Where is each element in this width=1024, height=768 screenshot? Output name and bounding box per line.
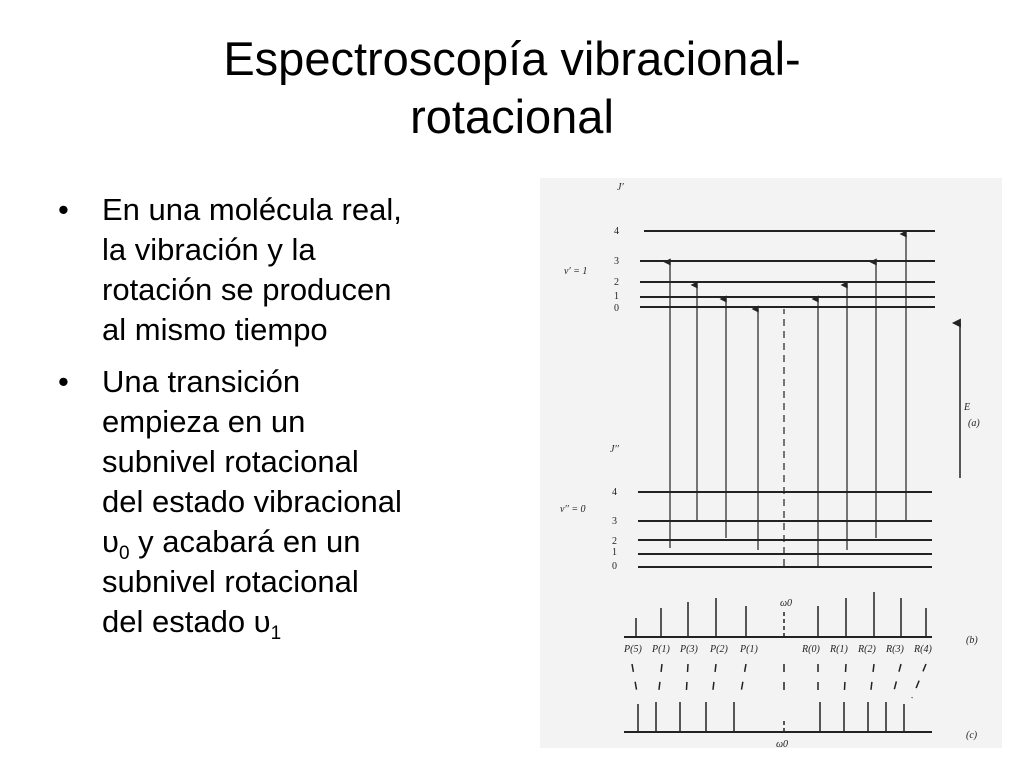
energy-level-figure <box>540 178 1002 748</box>
spectrum-label-r0: R(0) <box>802 644 820 655</box>
spectrum-label-r3: R(3) <box>886 644 904 655</box>
spectrum-connectors <box>632 664 926 698</box>
connector-p1 <box>740 664 746 698</box>
spectrum-label-r1: R(1) <box>830 644 848 655</box>
subscript-0: 0 <box>118 543 130 565</box>
upper-level-label-0: 0 <box>614 303 619 314</box>
lower-level-label-0: 0 <box>612 561 617 572</box>
bullet-list <box>58 190 498 654</box>
upper-level-label-4: 4 <box>614 226 619 237</box>
bullet-1-line-2: la vibración y la <box>102 232 316 267</box>
panel-label-b: (b) <box>966 635 978 646</box>
spectrum-c-lines <box>638 702 904 732</box>
panel-label-a: (a) <box>968 418 980 429</box>
spectrum-label-p3: P(3) <box>680 644 698 655</box>
bullet-marker: • <box>58 192 69 227</box>
bullet-2-line-6: subnivel rotacional <box>102 564 359 599</box>
upper-level-label-1: 1 <box>614 291 619 302</box>
spectrum-label-p2: P(2) <box>710 644 728 655</box>
lower-j-label: J′′ <box>610 444 619 455</box>
bullet-2-line-2: empieza en un <box>102 404 306 439</box>
bullet-2-line-7-start: del estado <box>102 604 254 639</box>
bullet-1-line-3: rotación se producen <box>102 272 392 307</box>
upsilon-symbol: υ <box>102 524 119 559</box>
subscript-1: 1 <box>270 623 282 645</box>
spectrum-label-r4: R(4) <box>914 644 932 655</box>
lower-level-label-4: 4 <box>612 487 617 498</box>
title-line-1: Espectroscopía vibracional- <box>223 32 801 85</box>
lower-level-label-1: 1 <box>612 547 617 558</box>
bullet-1-line-4: al mismo tiempo <box>102 312 328 347</box>
bullet-2-line-4: del estado vibracional <box>102 484 402 519</box>
lower-v-label: v′′ = 0 <box>560 504 586 515</box>
spectrum-label-p1b: P(1) <box>740 644 758 655</box>
upper-j-label: J′ <box>617 182 624 193</box>
slide-title <box>0 30 1024 146</box>
upper-level-label-3: 3 <box>614 256 619 267</box>
title-line-2: rotacional <box>410 90 614 143</box>
connector-p4 <box>658 664 662 698</box>
bullet-item-1 <box>58 190 498 350</box>
connector-p5 <box>632 664 638 698</box>
lower-level-label-3: 3 <box>612 516 617 527</box>
spectrum-label-r2: R(2) <box>858 644 876 655</box>
panel-label-c: (c) <box>966 730 978 741</box>
transition-arrows <box>670 234 906 566</box>
spectrum-label-p5: P(5) <box>624 644 642 655</box>
bullet-2-line-5-rest: y acabará en un <box>129 524 361 559</box>
bullet-2-line-7 <box>102 602 498 645</box>
upper-v-label: v′ = 1 <box>564 266 588 277</box>
connector-r3 <box>892 664 901 698</box>
connector-p3 <box>686 664 688 698</box>
connector-r4 <box>912 664 926 698</box>
bullet-2-line-3: subnivel rotacional <box>102 444 359 479</box>
connector-r2 <box>870 664 874 698</box>
energy-label: E <box>964 402 971 413</box>
energy-level-diagram <box>540 178 1002 748</box>
connector-r1 <box>844 664 846 698</box>
connector-p2 <box>712 664 716 698</box>
bullet-2-line-1: Una transición <box>102 364 301 399</box>
bullet-1-line-1: En una molécula real, <box>102 192 402 227</box>
upsilon-symbol: υ <box>253 604 271 639</box>
bullet-marker: • <box>58 364 69 399</box>
bullet-item-2 <box>58 362 498 645</box>
omega-zero-bottom-label: ω0 <box>776 739 789 748</box>
spectrum-label-p1a: P(1) <box>652 644 670 655</box>
upper-level-label-2: 2 <box>614 277 619 288</box>
omega-zero-label: ω0 <box>780 598 793 609</box>
bullet-2-line-5 <box>102 522 498 565</box>
lower-level-label-2: 2 <box>612 536 617 547</box>
